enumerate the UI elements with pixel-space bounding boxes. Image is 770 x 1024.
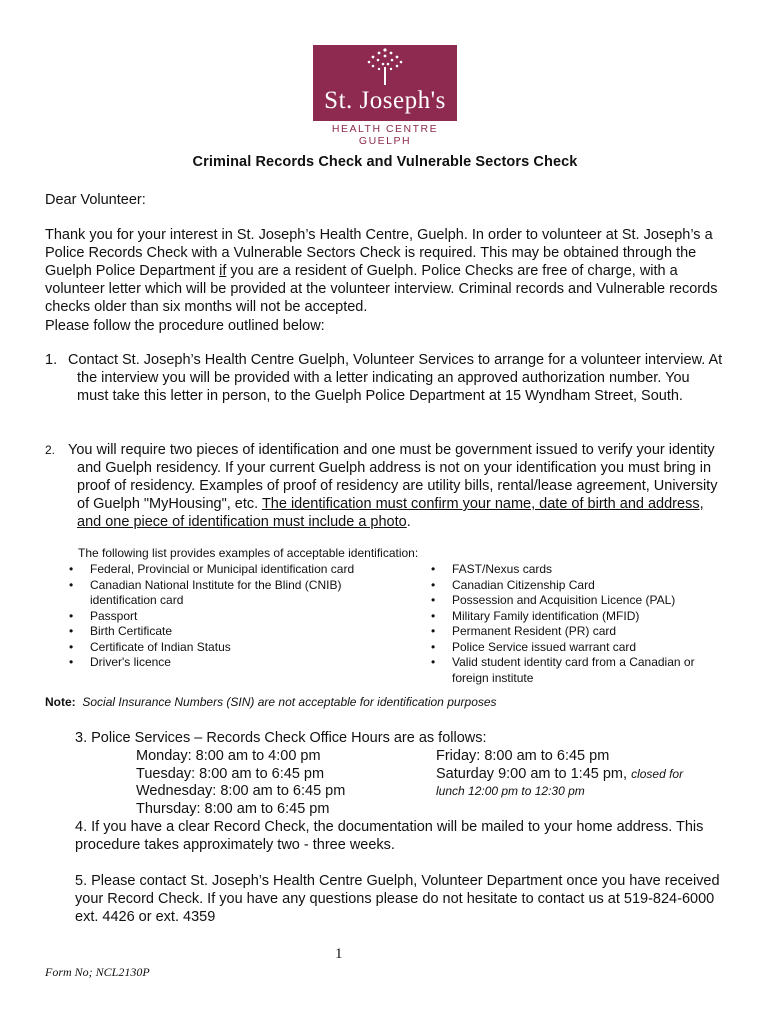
greeting: Dear Volunteer: xyxy=(45,192,146,208)
tree-icon xyxy=(313,45,457,89)
hours-friday: Friday: 8:00 am to 6:45 pm xyxy=(436,748,610,764)
logo-name: St. Joseph's xyxy=(324,87,446,114)
list-item: • Possession and Acquisition Licence (PAL) xyxy=(452,593,716,609)
note-label: Note: xyxy=(45,695,76,709)
hours-monday: Monday: 8:00 am to 4:00 pm xyxy=(136,748,321,764)
hours-tuesday: Tuesday: 8:00 am to 6:45 pm xyxy=(136,766,325,782)
page-number: 1 xyxy=(335,946,343,962)
hours-saturday xyxy=(436,765,683,783)
list-item: • Driver's licence xyxy=(90,655,364,671)
list-item: • Police Service issued warrant card xyxy=(452,640,716,656)
logo-subtitle: HEALTH CENTRE GUELPH xyxy=(331,123,439,147)
page-title: Criminal Records Check and Vulnerable Sectors Check xyxy=(192,154,578,170)
lunch-note: lunch 12:00 pm to 12:30 pm xyxy=(436,784,585,798)
list-item: • Permanent Resident (PR) card xyxy=(452,624,716,640)
id-list-intro: The following list provides examples of acceptable identification: xyxy=(78,546,419,560)
step2-text xyxy=(45,441,725,531)
intro-part1: Thank you for your interest in St. Joseph’s Health Centre, Guelph. In order to volunteer at St. Joseph’s a Police Records Check with a Vulnerable Sectors Check is required. This may be obtained through the Guelph Police Department xyxy=(45,227,713,279)
list-item: • Valid student identity card from a Canadian or foreign institute xyxy=(452,655,716,686)
step4-text: 4. If you have a clear Record Check, the documentation will be mailed to your home address. This procedure takes approximately two - three weeks. xyxy=(75,819,704,853)
intro-paragraph xyxy=(45,226,735,316)
list-item: • Passport xyxy=(90,609,364,625)
step1-number: 1. xyxy=(45,352,58,368)
intro-part2: you are a resident of Guelph. Police Checks are free of charge, with a volunteer letter which will be provided at the volunteer interview. Criminal records and Vulnerable records checks older than six months will not be accepted. xyxy=(45,263,718,315)
step2-end: . xyxy=(406,514,411,530)
list-item: • Military Family identification (MFID) xyxy=(452,609,716,625)
list-item: • FAST/Nexus cards xyxy=(452,562,716,578)
list-item: • Federal, Provincial or Municipal identification card xyxy=(90,562,364,578)
logo xyxy=(313,45,457,121)
intro-if: if xyxy=(219,263,227,279)
step3-heading: 3. Police Services – Records Check Office Hours are as follows: xyxy=(75,730,487,746)
list-item: • Certificate of Indian Status xyxy=(90,640,364,656)
hours-wednesday: Wednesday: 8:00 am to 6:45 pm xyxy=(136,783,346,799)
form-number: Form No; NCL2130P xyxy=(45,965,150,979)
hours-thursday: Thursday: 8:00 am to 6:45 pm xyxy=(136,801,330,817)
step1-text: Contact St. Joseph’s Health Centre Guelph, Volunteer Services to arrange for a volunteer interview. At the interview you will be provided with a letter indicating an approved authorization number. You must take this letter in person, to the Guelph Police Department at 15 Wyndham Street, South. xyxy=(68,352,723,404)
step2-number: 2. xyxy=(45,443,56,457)
id-list-left xyxy=(64,562,364,671)
id-list-right xyxy=(426,562,716,686)
note-text: Social Insurance Numbers (SIN) are not acceptable for identification purposes xyxy=(82,695,497,709)
intro-follow: Please follow the procedure outlined below: xyxy=(45,318,325,334)
step2-underlined: The identification must confirm your name, date of birth and address, and one piece of identification must include a photo xyxy=(77,496,704,530)
step2-main: You will require two pieces of identification and one must be government issued to verify your identity and Guelph residency. If your current Guelph address is not on your identification you must bring in proof of residency. Examples of proof of residency are utility bills, rental/lease agreement, University of Guelph "MyHousing", etc. xyxy=(68,442,718,512)
list-item: • Birth Certificate xyxy=(90,624,364,640)
list-item: • Canadian Citizenship Card xyxy=(452,578,716,594)
list-item: • Canadian National Institute for the Blind (CNIB) identification card xyxy=(90,578,364,609)
closed-note: closed for xyxy=(631,767,684,781)
step5-text: 5. Please contact St. Joseph’s Health Centre Guelph, Volunteer Department once you have received your Record Check. If you have any questions please do not hesitate to contact us at 519-824-6000 ext. 4426 or ext. 4359 xyxy=(75,873,720,925)
note xyxy=(45,695,497,711)
hours-saturday-text: Saturday 9:00 am to 1:45 pm, xyxy=(436,766,632,782)
